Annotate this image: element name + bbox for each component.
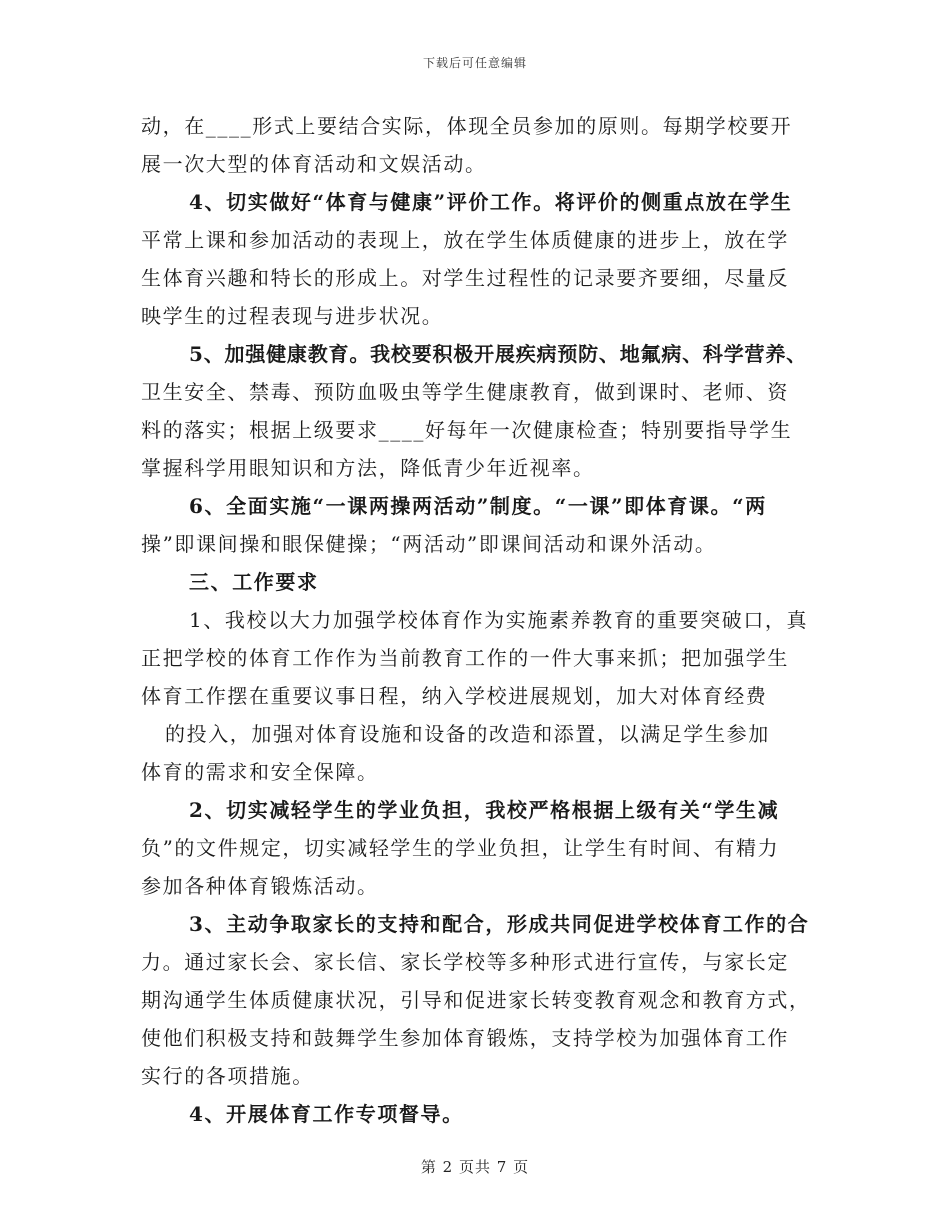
body-line: 负”的文件规定，切实减轻学生的学业负担，让学生有时间、有精力 [141,836,780,860]
body-line: 实行的各项措施。 [141,1064,314,1088]
body-line: 体育工作摆在重要议事日程，纳入学校进展规划，加大对体育经费 [141,684,768,708]
body-line: 期沟通学生体质健康状况，引导和促进家长转变教育观念和教育方式， [141,988,811,1012]
body-line: 操”即课间操和眼保健操；“两活动”即课间活动和课外活动。 [141,532,717,556]
body-line: 的投入，加强对体育设施和设备的改造和添置，以满足学生参加 [165,722,770,746]
body-line: 映学生的过程表现与进步状况。 [141,304,444,328]
body-line: 参加各种体育锻炼活动。 [141,874,379,898]
body-line: 使他们积极支持和鼓舞学生参加体育锻炼，支持学校为加强体育工作 [141,1026,789,1050]
body-line: 4、切实做好“体育与健康”评价工作。将评价的侧重点放在学生 [189,190,793,214]
body-line: 平常上课和参加活动的表现上，放在学生体质健康的进步上，放在学 [141,228,789,252]
body-line: 6、全面实施“一课两操两活动”制度。“一课”即体育课。“两 [189,494,767,518]
body-line: 力。通过家长会、家长信、家长学校等多种形式进行宣传，与家长定 [141,950,789,974]
body-line: 4、开展体育工作专项督导。 [189,1102,464,1126]
body-line: 动，在____形式上要结合实际，体现全员参加的原则。每期学校要开 [141,114,793,138]
body-line: 1、我校以大力加强学校体育作为实施素养教育的重要突破口，真 [189,608,809,632]
body-line: 2、切实减轻学生的学业负担，我校严格根据上级有关“学生减 [189,798,780,822]
body-line: 生体育兴趣和特长的形成上。对学生过程性的记录要齐要细，尽量反 [141,266,789,290]
body-line: 料的落实；根据上级要求____好每年一次健康检查；特别要指导学生 [141,418,793,442]
body-line: 5、加强健康教育。我校要积极开展疾病预防、地氟病、科学营养、 [189,342,807,366]
body-line: 卫生安全、禁毒、预防血吸虫等学生健康教育，做到课时、老师、资 [141,380,789,404]
body-line: 正把学校的体育工作作为当前教育工作的一件大事来抓；把加强学生 [141,646,789,670]
body-line: 3、主动争取家长的支持和配合，形成共同促进学校体育工作的合 [189,912,810,936]
body-line: 掌握科学用眼知识和方法，降低青少年近视率。 [141,456,595,480]
page-header: 下载后可任意编辑 [422,56,527,70]
body-line: 展一次大型的体育活动和文娱活动。 [141,152,487,176]
section-heading: 三、工作要求 [189,570,319,594]
page-footer: 第 2 页共 7 页 [420,1158,530,1176]
body-line: 体育的需求和安全保障。 [141,760,379,784]
